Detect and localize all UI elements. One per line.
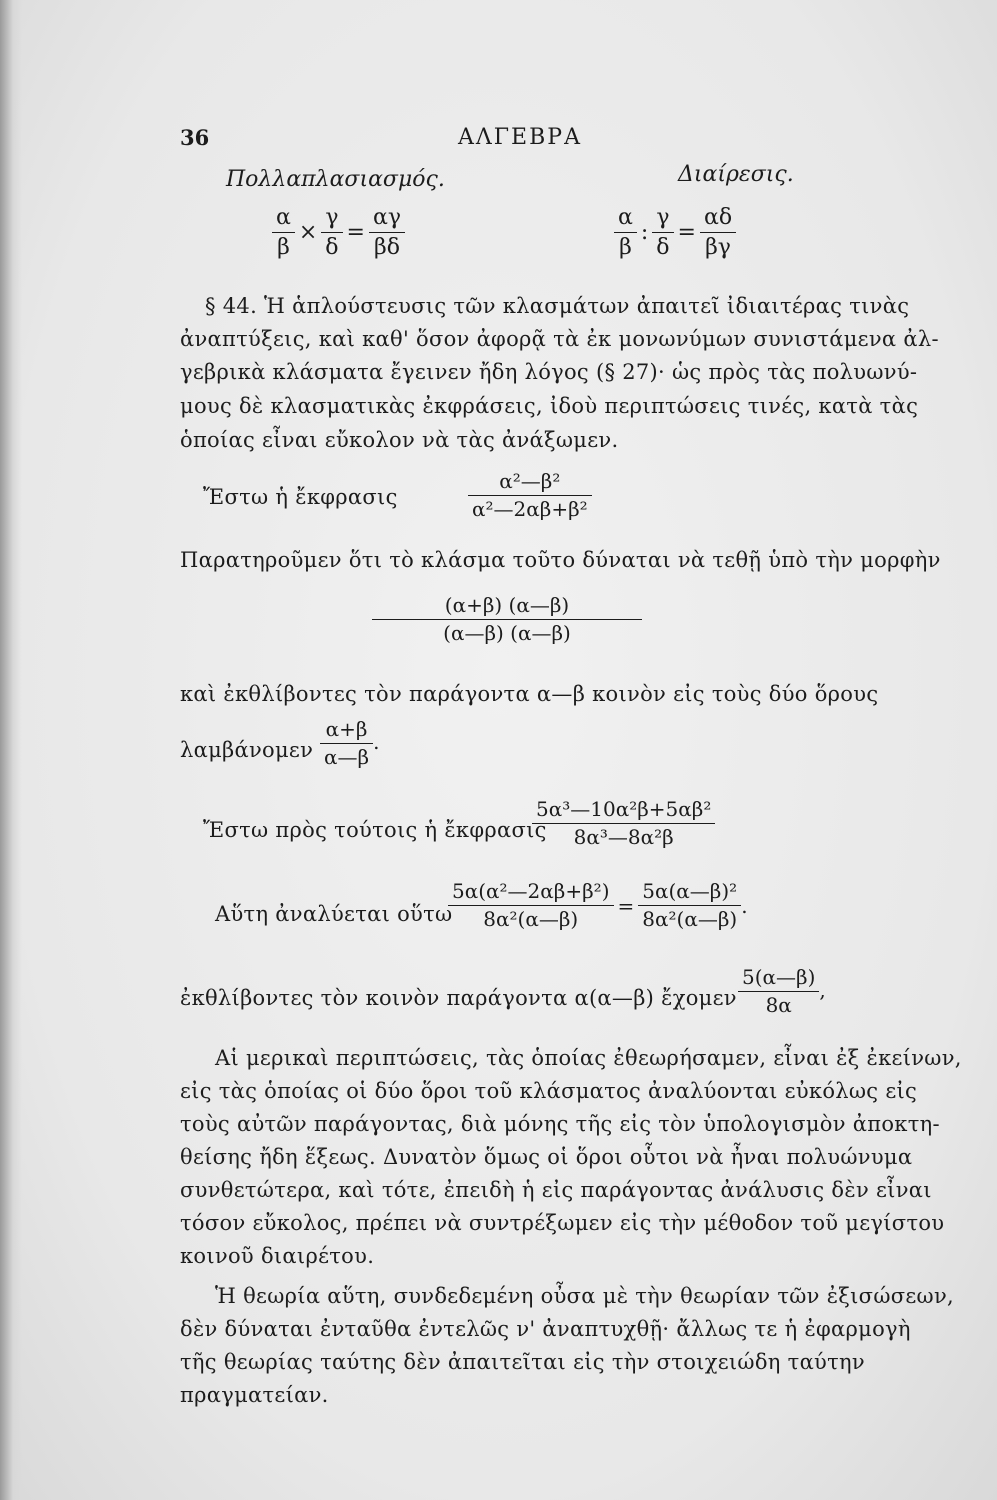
example2-cancel: ἐκθλίβοντες τὸν κοινὸν παράγοντα α(α—β) ἔχομεν — [180, 986, 737, 1010]
example2-intro: Ἔστω πρὸς τούτοις ἡ ἔκφρασις — [203, 818, 547, 842]
example1-take: λαμβάνομεν — [180, 738, 314, 762]
example1-intro: Ἔστω ἡ ἔκφρασις — [203, 485, 398, 509]
para2-line3: τοὺς αὐτῶν παράγοντας, διὰ μόνης τῆς εἰς τὸν ὑπολογισμὸν ἀποκτη- — [180, 1112, 940, 1136]
section44-line5: ὁποίας εἶναι εὔκολον νὰ τὰς ἀνάξωμεν. — [180, 428, 619, 452]
binding-edge-shadow — [0, 0, 22, 1500]
para2-line2: εἰς τὰς ὁποίας οἱ δύο ὅροι τοῦ κλάσματος ἀναλύονται εὐκόλως εἰς — [180, 1079, 918, 1103]
mult-result: $\frac{\alpha\gamma}{\beta\delta}$ — [369, 205, 405, 261]
factored-numerator: (α+β) (α—β) — [444, 593, 570, 617]
example1-denominator: α²—2αβ+β² — [472, 497, 588, 521]
colon-sign: : — [640, 220, 649, 246]
para2-line6: τόσον εὔκολος, πρέπει νὰ συντρέξωμεν εἰς τὴν μέθοδον τοῦ μεγίστου — [180, 1211, 945, 1235]
example1-observe: Παρατηροῦμεν ὅτι τὸ κλάσμα τοῦτο δύναται νὰ τεθῇ ὑπὸ τὴν μορφὴν — [180, 548, 941, 572]
example2-denominator: 8α³—8α²β — [573, 825, 674, 849]
example1-fraction — [468, 470, 592, 521]
section44-line4: μους δὲ κλασματικὰς ἐκφράσεις, ἰδοὺ περιπτώσεις τινές, κατὰ τὰς — [180, 394, 919, 418]
equals-sign: = — [346, 220, 365, 246]
para2-line1: Αἱ μερικαὶ περιπτώσεις, τὰς ὁποίας ἐθεωρήσαμεν, εἶναι ἐξ ἐκείνων, — [215, 1046, 962, 1070]
example1-factored-fraction — [372, 594, 642, 645]
para2-line7: κοινοῦ διαιρέτου. — [180, 1244, 375, 1268]
factored-denominator: (α—β) (α—β) — [443, 621, 571, 645]
example2-result: $\frac{5(\alpha—\beta)}{8\alpha}$ , — [738, 966, 826, 1017]
running-title: ΑΛΓΕΒΡΑ — [458, 125, 582, 150]
division-heading: Διαίρεσις. — [678, 162, 794, 187]
para3-line3: τῆς θεωρίας ταύτης δὲν ἀπαιτεῖται εἰς τὴν στοιχειώδη ταύτην — [180, 1350, 865, 1374]
para3-line1: Ἡ θεωρία αὕτη, συνδεδεμένη οὖσα μὲ τὴν θεωρίαν τῶν ἐξισώσεων, — [215, 1284, 955, 1308]
example2-numerator: 5α³—10α²β+5αβ² — [536, 797, 712, 821]
para2-line5: συνθετώτερα, καὶ τότε, ἐπειδὴ ἡ εἰς παράγοντας ἀνάλυσις δὲν εἶναι — [180, 1178, 932, 1202]
para3-line2: δὲν δύναται ἐνταῦθα ἐντελῶς ν' ἀναπτυχθῇ· ἄλλως τε ἡ ἐφαρμογὴ — [180, 1317, 911, 1341]
example2-analyse: Αὕτη ἀναλύεται οὕτω — [215, 902, 453, 926]
page-number: 36 — [180, 125, 210, 150]
example1-numerator: α²—β² — [499, 469, 561, 493]
example1-result: $\frac{\alpha+\beta}{\alpha—\beta}$ . — [320, 718, 379, 769]
section44-line1: § 44. Ἡ ἁπλούστευσις τῶν κλασμάτων ἀπαιτεῖ ἰδιαιτέρας τινὰς — [205, 294, 910, 318]
example2-analysis-formula: $\frac{\text{5α(α²—2αβ+β²)}}{\text{8α²(α—β)}}$ = $\frac{\text{5α(α—β)²}}{\text{8α²(α—β)}}$ . — [448, 880, 748, 931]
multiplication-heading: Πολλαπλασιασμός. — [226, 167, 445, 192]
div-result: $\frac{\alpha\delta}{\beta\gamma}$ — [700, 205, 736, 261]
example1-cancel: καὶ ἐκθλίβοντες τὸν παράγοντα α—β κοινὸν εἰς τοὺς δύο ὅρους — [180, 682, 879, 706]
section44-line2: ἀναπτύξεις, καὶ καθ' ὅσον ἀφορᾷ τὰ ἐκ μονωνύμων συνιστάμενα ἀλ- — [180, 327, 939, 351]
para3-line4: πραγματείαν. — [180, 1383, 329, 1407]
div-fraction-2: $\frac{\gamma}{\delta}$ — [652, 205, 673, 261]
mult-fraction-1: $\frac{\alpha}{\beta}$ — [272, 205, 295, 261]
example2-fraction — [532, 798, 715, 849]
mult-fraction-2: $\frac{\gamma}{\delta}$ — [321, 205, 342, 261]
section44-line3: γεβρικὰ κλάσματα ἔγεινεν ἤδη λόγος (§ 27)· ὡς πρὸς τὰς πολυωνύ- — [180, 360, 918, 384]
division-formula — [614, 205, 736, 261]
equals-sign: = — [677, 220, 696, 246]
times-sign: × — [298, 220, 318, 246]
para2-line4: θείσης ἤδη ἕξεως. Δυνατὸν ὅμως οἱ ὅροι οὗτοι νὰ ἦναι πολυώνυμα — [180, 1145, 913, 1169]
multiplication-formula — [272, 205, 405, 261]
div-fraction-1: $\frac{\alpha}{\beta}$ — [614, 205, 637, 261]
